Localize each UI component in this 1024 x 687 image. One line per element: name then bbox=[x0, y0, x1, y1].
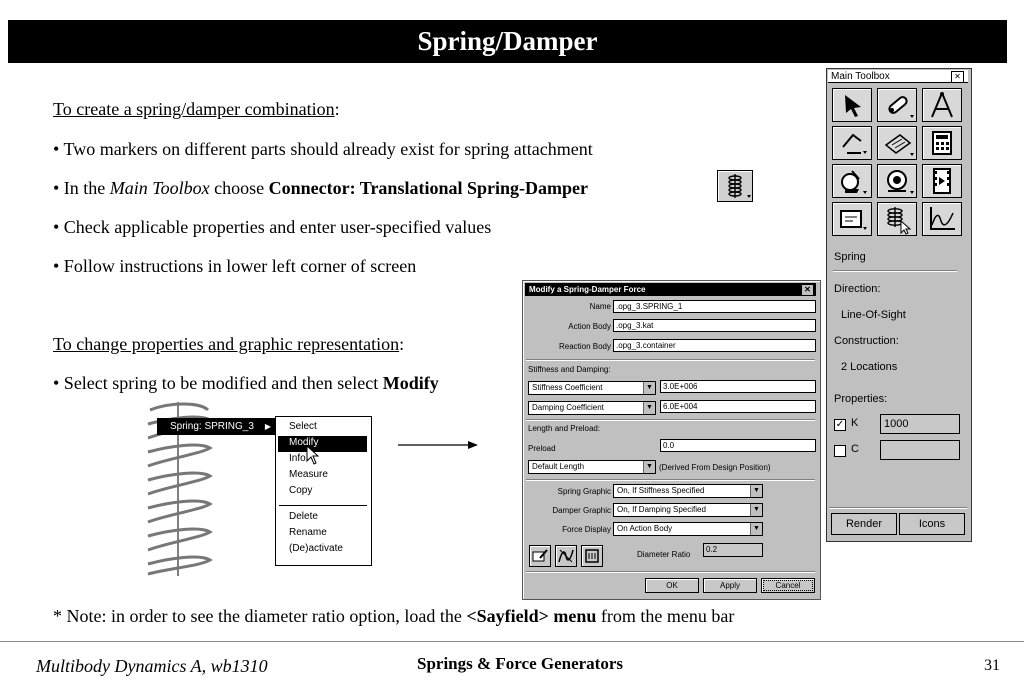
dialog-title: Modify a Spring-Damper Force bbox=[529, 285, 646, 294]
damper-graphic-label: Damper Graphic bbox=[552, 506, 611, 515]
chevron-down-icon: ▼ bbox=[750, 523, 762, 535]
divider-1 bbox=[526, 359, 815, 361]
calculator-icon[interactable] bbox=[922, 126, 962, 160]
apply-button[interactable]: Apply bbox=[703, 578, 757, 593]
spring-damper-tool-icon bbox=[717, 170, 753, 202]
note-post: from the menu bar bbox=[596, 606, 735, 626]
toolbox-divider bbox=[833, 270, 957, 272]
note-text bbox=[53, 606, 734, 627]
section1-colon: : bbox=[334, 99, 340, 119]
force-display-select[interactable] bbox=[613, 522, 763, 536]
arrow-right-icon bbox=[398, 438, 480, 452]
menu-item-rename[interactable]: Rename bbox=[289, 527, 327, 538]
force-icon[interactable] bbox=[832, 164, 872, 198]
construction-label: Construction: bbox=[834, 335, 899, 347]
menu-item-deactivate[interactable]: (De)activate bbox=[289, 543, 343, 554]
measure-compass-icon[interactable] bbox=[922, 88, 962, 122]
reaction-body-label: Reaction Body bbox=[558, 342, 611, 351]
bullet-markers: • Two markers on different parts should already exist for spring attachment bbox=[53, 139, 593, 159]
section1-heading-wrap bbox=[53, 99, 340, 120]
section1-heading: To create a spring/damper combination bbox=[53, 99, 335, 119]
submenu-arrow-icon: ▶ bbox=[264, 422, 271, 431]
chevron-down-icon: ▼ bbox=[750, 504, 762, 516]
k-label: K bbox=[851, 417, 859, 429]
main-toolbox bbox=[826, 68, 972, 542]
footer-divider bbox=[0, 641, 1024, 642]
force-display-value: On Action Body bbox=[617, 524, 673, 533]
menu-item-copy[interactable]: Copy bbox=[289, 485, 313, 496]
length-preload-label: Length and Preload: bbox=[528, 424, 601, 433]
length-select[interactable] bbox=[528, 460, 656, 474]
joint-icon[interactable] bbox=[877, 126, 917, 160]
dialog-titlebar bbox=[525, 283, 816, 296]
mouse-cursor-icon bbox=[306, 445, 320, 467]
bullet-text-pre: • In the bbox=[53, 178, 110, 198]
construction-value[interactable]: 2 Locations bbox=[841, 361, 898, 373]
force-display-label: Force Display bbox=[562, 525, 611, 534]
slide-title: Spring/Damper bbox=[8, 20, 1007, 63]
select-arrow-icon[interactable] bbox=[832, 88, 872, 122]
divider-4 bbox=[526, 571, 815, 573]
section2-heading-wrap bbox=[53, 334, 404, 355]
spring-icon[interactable] bbox=[877, 202, 917, 236]
name-label: Name bbox=[589, 302, 611, 311]
menu-item-info[interactable]: Info bbox=[289, 453, 306, 464]
menu-item-delete[interactable]: Delete bbox=[289, 511, 318, 522]
page-number: 31 bbox=[984, 657, 1000, 674]
section2-colon: : bbox=[399, 334, 405, 354]
action-body-label: Action Body bbox=[568, 322, 611, 331]
preload-label: Preload bbox=[528, 444, 556, 453]
modify-spring-damper-dialog bbox=[522, 280, 821, 600]
render-button[interactable]: Render bbox=[831, 513, 897, 535]
menu-separator bbox=[279, 505, 367, 506]
toolbox-title: Main Toolbox bbox=[831, 71, 890, 82]
divider-3 bbox=[526, 479, 815, 481]
marker-icon[interactable] bbox=[877, 88, 917, 122]
c-checkbox[interactable] bbox=[834, 445, 846, 457]
stiffness-field[interactable]: 3.0E+006 bbox=[660, 380, 816, 393]
length-select-value: Default Length bbox=[532, 462, 585, 471]
damping-select-value: Damping Coefficient bbox=[532, 403, 604, 412]
spring-graphic-select[interactable] bbox=[613, 484, 763, 498]
ok-button[interactable]: OK bbox=[645, 578, 699, 593]
spring-graphic-value: On, If Stiffness Specified bbox=[617, 486, 705, 495]
undo-icon[interactable] bbox=[832, 126, 872, 160]
bullet-properties: • Check applicable properties and enter user-specified values bbox=[53, 217, 492, 237]
toolbox-titlebar bbox=[828, 70, 968, 83]
dialog-icon[interactable] bbox=[832, 202, 872, 236]
preload-field[interactable]: 0.0 bbox=[660, 439, 816, 452]
bullet2-text: • Select spring to be modified and then select bbox=[53, 373, 383, 393]
bullet-instructions: • Follow instructions in lower left corner of screen bbox=[53, 256, 417, 276]
chevron-down-icon: ▼ bbox=[643, 382, 655, 394]
footer-topic: Springs & Force Generators bbox=[417, 654, 624, 673]
bullet-main-toolbox bbox=[53, 178, 588, 199]
c-label: C bbox=[851, 443, 859, 455]
animation-icon[interactable] bbox=[922, 164, 962, 198]
main-toolbox-emphasis: Main Toolbox bbox=[109, 178, 210, 198]
chevron-down-icon: ▼ bbox=[750, 485, 762, 497]
length-note: (Derived From Design Position) bbox=[659, 463, 771, 472]
bullet-select-spring bbox=[53, 373, 439, 394]
damper-graphic-value: On, If Damping Specified bbox=[617, 505, 706, 514]
context-parent-label: Spring: SPRING_3 bbox=[170, 421, 254, 432]
menu-item-select[interactable]: Select bbox=[289, 421, 317, 432]
footer-course: Multibody Dynamics A, wb1310 bbox=[36, 656, 268, 676]
view-icon[interactable] bbox=[877, 164, 917, 198]
divider-2 bbox=[526, 419, 815, 421]
direction-value[interactable]: Line-Of-Sight bbox=[841, 309, 906, 321]
damper-graphic-select[interactable] bbox=[613, 503, 763, 517]
k-field[interactable]: 1000 bbox=[880, 414, 960, 434]
note-pre: * Note: in order to see the diameter ratio option, load the bbox=[53, 606, 467, 626]
diameter-ratio-field[interactable]: 0.2 bbox=[703, 543, 763, 557]
spring-label: Spring bbox=[834, 251, 866, 263]
icons-button[interactable]: Icons bbox=[899, 513, 965, 535]
stiffness-select-value: Stiffness Coefficient bbox=[532, 383, 603, 392]
context-parent-spring[interactable] bbox=[157, 418, 275, 435]
connector-strong: Connector: Translational Spring-Damper bbox=[268, 178, 588, 198]
menu-item-measure[interactable]: Measure bbox=[289, 469, 328, 480]
damping-select[interactable] bbox=[528, 401, 656, 415]
function-builder-icon[interactable] bbox=[555, 545, 577, 567]
sayfield-menu-strong: <Sayfield> menu bbox=[466, 606, 597, 626]
spring-graphic-label: Spring Graphic bbox=[557, 487, 611, 496]
cancel-button[interactable]: Cancel bbox=[761, 578, 815, 593]
stiffness-select[interactable] bbox=[528, 381, 656, 395]
chevron-down-icon: ▼ bbox=[643, 461, 655, 473]
action-body-field[interactable]: .opg_3.kat bbox=[613, 319, 816, 332]
name-field[interactable]: .opg_3.SPRING_1 bbox=[613, 300, 816, 313]
bullet-text-mid: choose bbox=[209, 178, 269, 198]
toolbox-divider-bottom bbox=[829, 507, 967, 509]
spring-damper-icon[interactable] bbox=[581, 545, 603, 567]
toolbox-close-icon[interactable]: ✕ bbox=[951, 71, 964, 83]
context-menu bbox=[275, 416, 372, 566]
diameter-ratio-label: Diameter Ratio bbox=[637, 550, 691, 559]
section2-heading: To change properties and graphic representation bbox=[53, 334, 400, 354]
properties-label: Properties: bbox=[834, 393, 888, 405]
stiffness-damping-label: Stiffness and Damping: bbox=[528, 365, 611, 374]
direction-label: Direction: bbox=[834, 283, 881, 295]
dialog-close-icon[interactable]: ✕ bbox=[801, 284, 814, 296]
damping-field[interactable]: 6.0E+004 bbox=[660, 400, 816, 413]
k-checkbox[interactable]: ✓ bbox=[835, 419, 845, 430]
chevron-down-icon: ▼ bbox=[643, 402, 655, 414]
c-field[interactable] bbox=[880, 440, 960, 460]
edit-icon[interactable] bbox=[529, 545, 551, 567]
reaction-body-field[interactable]: .opg_3.container bbox=[613, 339, 816, 352]
modify-strong: Modify bbox=[382, 373, 439, 393]
menu-item-modify[interactable]: Modify bbox=[289, 437, 319, 448]
plot-icon[interactable] bbox=[922, 202, 962, 236]
